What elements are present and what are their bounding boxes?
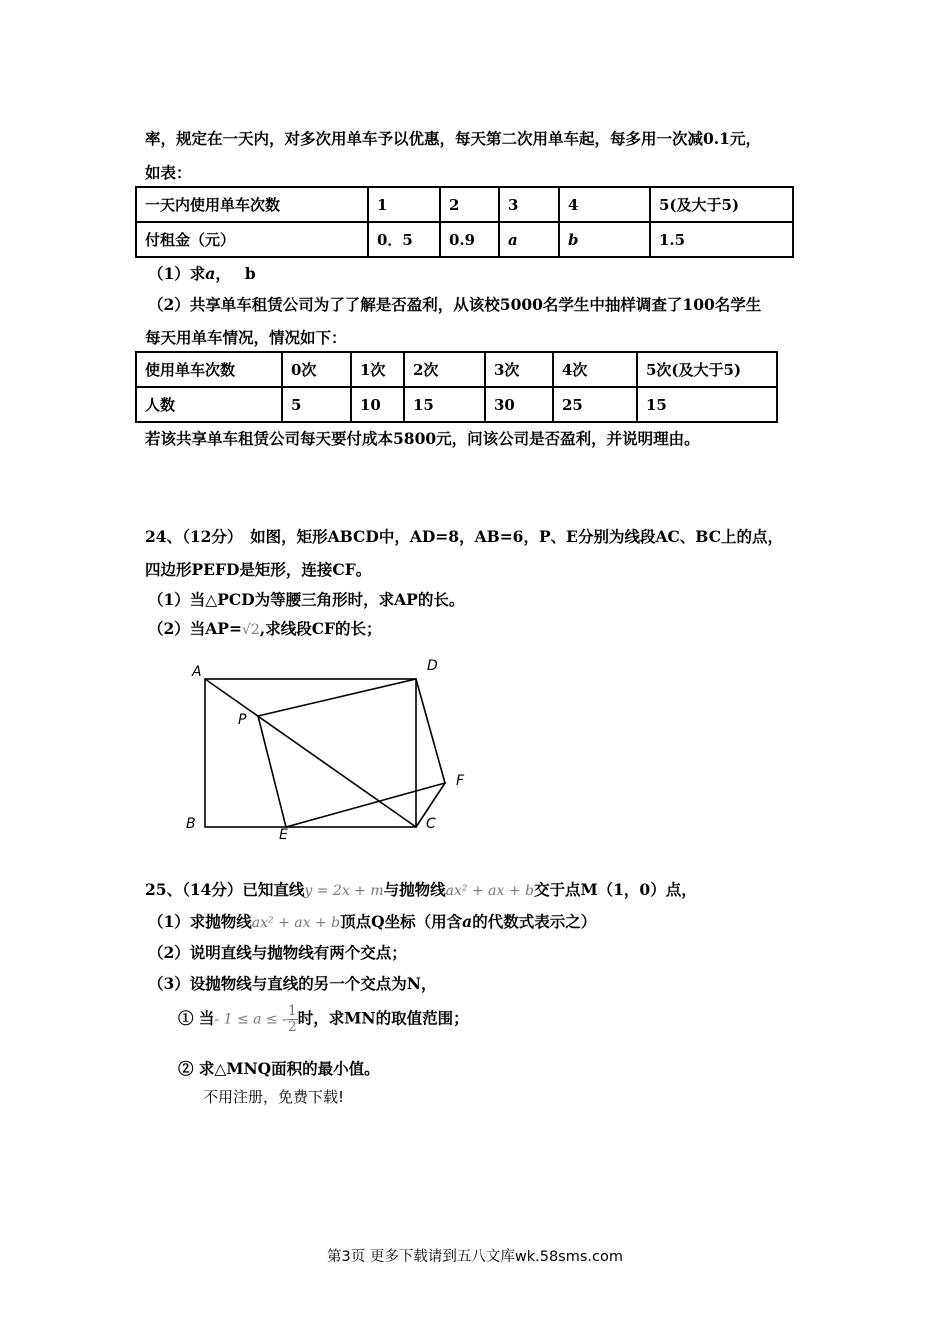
q24-part2: （2）当AP=√2,求线段CF的长； bbox=[148, 619, 382, 638]
sqrt2-math: √2 bbox=[241, 622, 260, 638]
q23-part2-line1: （2）共享单车租赁公司为了了解是否盈利，从该校5000名学生中抽样调查了100名学生 bbox=[148, 295, 762, 314]
table-cell: 2次 bbox=[404, 352, 485, 387]
table-cell: 1次 bbox=[351, 352, 404, 387]
table-cell: 1 bbox=[368, 187, 440, 222]
table-cell: 15 bbox=[404, 387, 485, 422]
table-cell: 30 bbox=[485, 387, 553, 422]
q25-sub1: ① 当- 1 ≤ a ≤ - $\frac{1}{2}$ 时，求MN的取值范围； bbox=[178, 1003, 469, 1035]
q23-rent-table bbox=[135, 186, 794, 258]
table-row bbox=[136, 387, 777, 422]
parabola-math: ax² + ax + b bbox=[251, 915, 341, 931]
page-footer: 第3页 更多下载请到五八文库wk.58sms.com bbox=[327, 1249, 623, 1265]
label-d: D bbox=[427, 658, 438, 674]
table-row bbox=[136, 352, 777, 387]
table-cell: 10 bbox=[351, 387, 404, 422]
label-b: B bbox=[186, 816, 196, 832]
table-cell: 付租金（元） bbox=[136, 222, 368, 257]
table-cell: 2 bbox=[440, 187, 499, 222]
diagonal-ac bbox=[205, 679, 416, 827]
table-cell: 5 bbox=[282, 387, 351, 422]
label-a: A bbox=[192, 664, 202, 680]
table-cell: 0.9 bbox=[440, 222, 499, 257]
rectangle-pefd bbox=[258, 679, 445, 827]
table-cell: 一天内使用单车次数 bbox=[136, 187, 368, 222]
table-cell: 3次 bbox=[485, 352, 553, 387]
table-cell: 0次 bbox=[282, 352, 351, 387]
table-cell: 5(及大于5) bbox=[650, 187, 793, 222]
table-row bbox=[136, 222, 793, 257]
table-cell: 4 bbox=[559, 187, 650, 222]
table-cell: 3 bbox=[499, 187, 559, 222]
download-note: 不用注册，免费下载! bbox=[203, 1088, 345, 1106]
q23-part2-line2: 每天用单车情况，情况如下： bbox=[145, 328, 347, 347]
q23-usage-table bbox=[135, 351, 778, 423]
table-cell: 25 bbox=[553, 387, 637, 422]
q24-figure bbox=[180, 650, 480, 845]
label-c: C bbox=[426, 816, 436, 832]
table-cell: 使用单车次数 bbox=[136, 352, 282, 387]
table-row bbox=[136, 187, 793, 222]
q23-part2-line3: 若该共享单车租赁公司每天要付成本5800元，问该公司是否盈利，并说明理由。 bbox=[145, 429, 700, 448]
label-f: F bbox=[456, 773, 465, 789]
q25-part1: （1）求抛物线ax² + ax + b顶点Q坐标（用含a的代数式表示之） bbox=[148, 912, 597, 931]
q24-line2: 四边形PEFD是矩形，连接CF。 bbox=[145, 560, 372, 579]
half-fraction: $\frac{1}{2}$ bbox=[287, 1003, 297, 1035]
q25-line1: 25、（14分）已知直线y = 2x + m与抛物线ax² + ax + b交于点M（1，0）点， bbox=[145, 880, 697, 899]
q23-part1: （1）求a， b bbox=[148, 264, 256, 283]
q25-part2: （2）说明直线与抛物线有两个交点； bbox=[148, 943, 407, 962]
table-cell: 1.5 bbox=[650, 222, 793, 257]
parabola-math: ax² + ax + b bbox=[445, 883, 534, 899]
label-p: P bbox=[238, 712, 247, 728]
q23-line1: 率，规定在一天内，对多次用单车予以优惠，每天第二次用单车起，每多用一次减0.1元， bbox=[145, 129, 761, 148]
table-cell: 人数 bbox=[136, 387, 282, 422]
q24-part1: （1）当△PCD为等腰三角形时，求AP的长。 bbox=[148, 590, 465, 609]
q24-line1: 24、（12分） 如图，矩形ABCD中，AD=8，AB=6，P、E分别为线段AC、BC上的点， bbox=[145, 527, 784, 546]
line-equation-math: y = 2x + m bbox=[304, 883, 384, 899]
table-cell: 0．5 bbox=[368, 222, 440, 257]
table-cell: b bbox=[559, 222, 650, 257]
label-e: E bbox=[279, 827, 288, 843]
table-cell: 5次(及大于5) bbox=[637, 352, 777, 387]
inequality-math: - 1 ≤ a ≤ - bbox=[214, 1011, 287, 1028]
q23-line2: 如表： bbox=[145, 163, 192, 182]
q25-part3: （3）设抛物线与直线的另一个交点为N， bbox=[148, 974, 437, 993]
table-cell: 4次 bbox=[553, 352, 637, 387]
table-cell: 15 bbox=[637, 387, 777, 422]
q25-sub2: ② 求△MNQ面积的最小值。 bbox=[178, 1059, 380, 1078]
table-cell: a bbox=[499, 222, 559, 257]
